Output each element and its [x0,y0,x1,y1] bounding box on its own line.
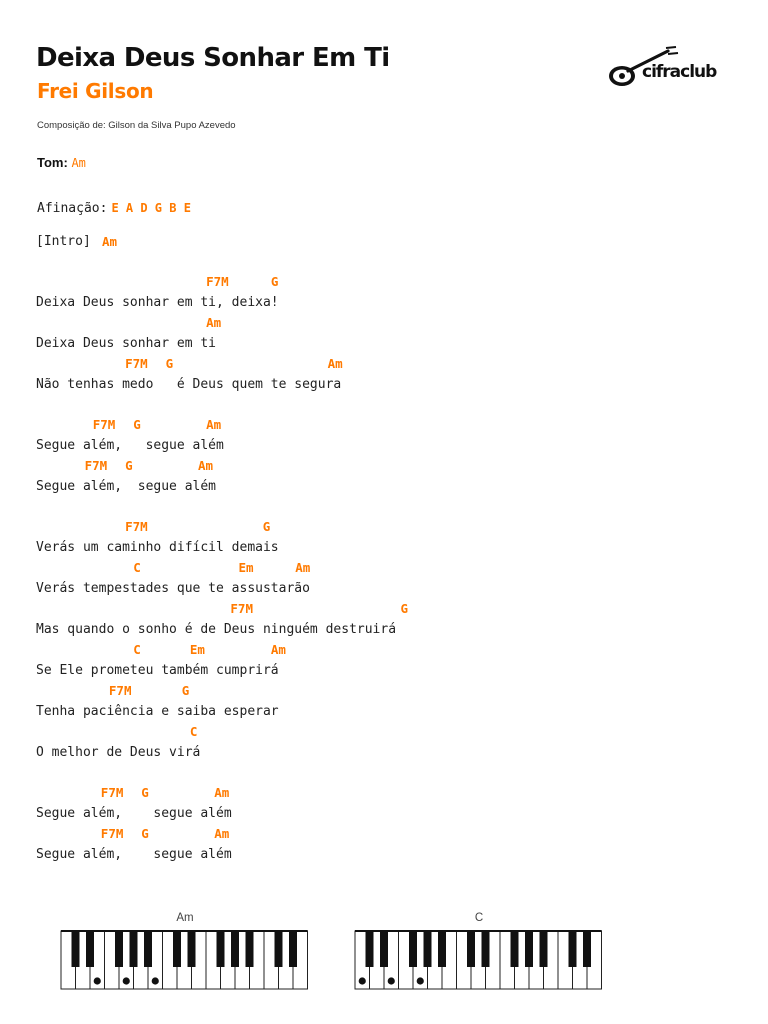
black-key [482,931,490,967]
black-key [540,931,548,967]
chord[interactable]: C [189,724,198,739]
lyric-line: O melhor de Deus virá [36,744,201,760]
chord[interactable]: F7M [206,274,229,289]
lyric-line: Segue além, segue além [36,478,217,494]
chord[interactable]: G [181,683,190,698]
black-key [246,931,254,967]
lyric-line: Não tenhas medo é Deus quem te segura [36,376,342,392]
chord[interactable]: G [262,519,271,534]
chord[interactable]: G [141,826,149,841]
piano-keyboard [354,930,604,992]
lyric-line: Deixa Deus sonhar em ti [36,335,217,351]
chord[interactable]: C [133,560,141,575]
chord[interactable]: G [125,458,133,473]
chord[interactable]: F7M [230,601,253,616]
chord[interactable]: G [400,601,409,616]
pressed-key-dot [388,977,395,984]
chord[interactable]: F7M [100,826,124,841]
lyric-line: Deixa Deus sonhar em ti, deixa! [36,294,279,310]
chord[interactable]: Am [270,642,286,657]
chord[interactable]: F7M [92,417,116,432]
chord[interactable]: Am [214,785,230,800]
black-key [275,931,283,967]
chord-sheet [36,0,756,880]
black-key [569,931,577,967]
black-key [188,931,196,967]
chord[interactable]: Am [198,458,214,473]
black-key [289,931,297,967]
pressed-key-dot [152,977,159,984]
chord[interactable]: C [133,642,141,657]
chord[interactable]: G [133,417,141,432]
black-key [525,931,533,967]
piano-keyboard [60,930,310,992]
chord[interactable]: Am [295,560,311,575]
black-key [173,931,181,967]
black-key [424,931,432,967]
intro-label: [Intro] [36,234,91,249]
composer-credit: Composição de: Gilson da Silva Pupo Azevedo [37,120,236,131]
lyric-line: Segue além, segue além [36,805,232,821]
chord[interactable]: F7M [125,519,148,534]
pressed-key-dot [359,977,366,984]
intro-line [36,234,118,250]
diagram-chord-name: C [474,912,484,924]
black-key [380,931,388,967]
pressed-key-dot [417,977,424,984]
chord[interactable]: Em [189,642,205,657]
lyric-line: Segue além, segue além [36,437,224,453]
chord[interactable]: Am [102,234,118,249]
chord[interactable]: Am [206,315,222,330]
black-key [115,931,123,967]
chord[interactable]: Am [206,417,222,432]
black-key [467,931,475,967]
chord[interactable]: Am [327,356,343,371]
chord[interactable]: Am [214,826,230,841]
lyric-line: Se Ele prometeu também cumprirá [36,662,279,678]
black-key [409,931,417,967]
song-title: Deixa Deus Sonhar Em Ti [36,43,390,73]
tuning-notes[interactable]: E A D G B E [111,201,191,215]
key-label: Tom: [37,155,68,170]
black-key [366,931,374,967]
tuning-label: Afinação: [37,201,108,216]
black-key [217,931,225,967]
black-key [231,931,239,967]
black-key [72,931,80,967]
chord[interactable]: F7M [108,683,132,698]
black-key [130,931,138,967]
diagram-chord-name: Am [176,912,194,924]
chord[interactable]: G [165,356,174,371]
logo-text: cifraclub [642,62,717,82]
black-key [511,931,519,967]
chord[interactable]: F7M [100,785,124,800]
lyric-line: Tenha paciência e saiba esperar [36,703,279,719]
lyric-line: Verás um caminho difícil demais [36,539,279,555]
black-key [144,931,152,967]
chord[interactable]: G [270,274,279,289]
chord[interactable]: F7M [125,356,148,371]
black-key [438,931,446,967]
chord[interactable]: F7M [84,458,108,473]
chord[interactable]: G [141,785,149,800]
pressed-key-dot [94,977,101,984]
lyric-line: Verás tempestades que te assustarão [36,580,310,596]
chord[interactable]: Em [238,560,254,575]
pressed-key-dot [123,977,130,984]
black-key [86,931,94,967]
lyric-line: Mas quando o sonho é de Deus ninguém destruirá [36,621,397,637]
black-key [583,931,591,967]
lyric-line: Segue além, segue além [36,846,232,862]
key-value[interactable]: Am [71,156,86,170]
artist-name[interactable]: Frei Gilson [37,79,154,103]
